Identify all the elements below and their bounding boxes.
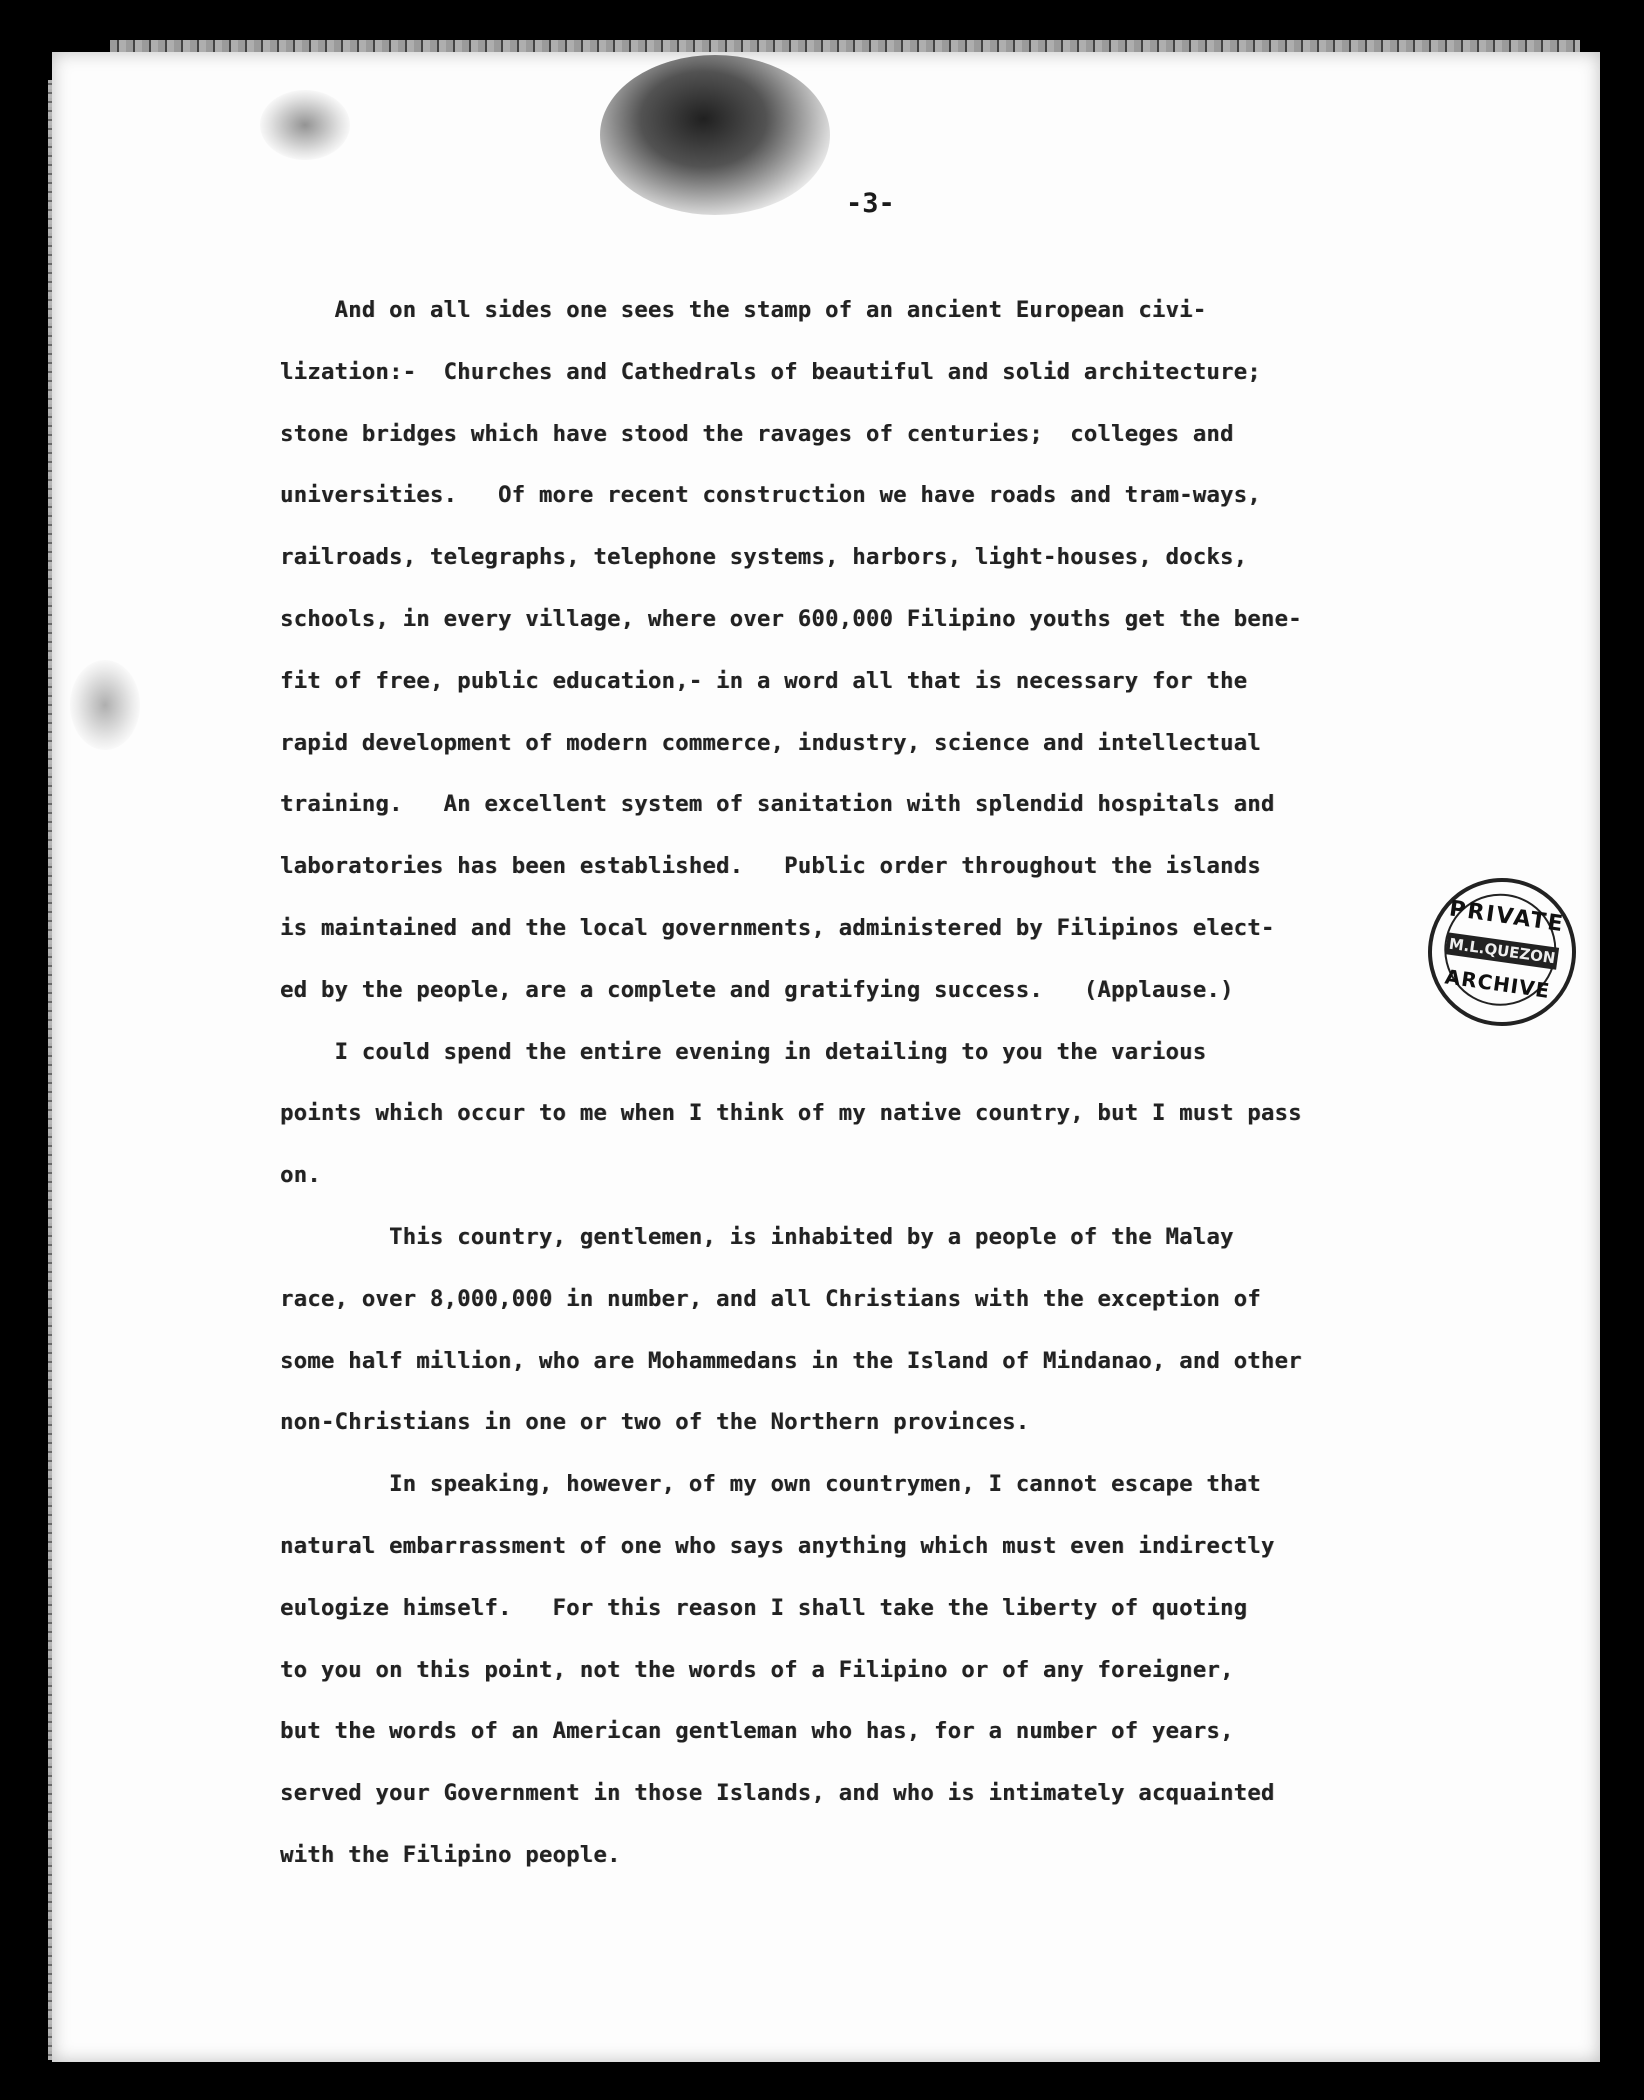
text-line: laboratories has been established. Public order throughout the islands xyxy=(280,853,1261,880)
text-line: natural embarrassment of one who says anything which must even indirectly xyxy=(280,1532,1275,1559)
page-number: -3- xyxy=(846,188,895,219)
stamp-middle-text: M.L.QUEZON xyxy=(1445,932,1559,969)
text-line: I could spend the entire evening in detailing to you the various xyxy=(280,1038,1207,1065)
text-line: railroads, telegraphs, telephone systems, harbors, light-houses, docks, xyxy=(280,544,1248,571)
text-line: rapid development of modern commerce, industry, science and intellectual xyxy=(280,729,1261,756)
text-line: And on all sides one sees the stamp of an ancient European civi- xyxy=(280,297,1207,323)
text-line: This country, gentlemen, is inhabited by a people of the Malay xyxy=(280,1223,1234,1250)
text-line: ed by the people, are a complete and gratifying success. (Applause.) xyxy=(280,976,1234,1003)
text-line: points which occur to me when I think of my native country, but I must pass xyxy=(280,1100,1302,1127)
ink-smudge xyxy=(260,90,350,160)
text-line: race, over 8,000,000 in number, and all Christians with the exception of xyxy=(280,1285,1261,1312)
text-line: training. An excellent system of sanitation with splendid hospitals and xyxy=(280,791,1275,818)
text-line: on. xyxy=(280,1162,321,1189)
typed-body-text xyxy=(280,280,1480,1887)
text-line: some half million, who are Mohammedans in the Island of Mindanao, and other xyxy=(280,1347,1302,1374)
text-line: served your Government in those Islands, and who is intimately acquainted xyxy=(280,1780,1275,1807)
stamp-bottom-text: ARCHIVE xyxy=(1443,964,1552,1003)
ink-smudge-left xyxy=(70,660,140,750)
text-line: schools, in every village, where over 600,000 Filipino youths get the bene- xyxy=(280,605,1302,632)
text-line: but the words of an American gentleman who has, for a number of years, xyxy=(280,1718,1234,1745)
text-line: non-Christians in one or two of the Northern provinces. xyxy=(280,1409,1030,1436)
text-line: In speaking, however, of my own countrymen, I cannot escape that xyxy=(280,1471,1261,1498)
text-line: stone bridges which have stood the ravages of centuries; colleges and xyxy=(280,420,1234,447)
text-line: lization:- Churches and Cathedrals of beautiful and solid architecture; xyxy=(280,358,1261,385)
text-line: fit of free, public education,- in a word all that is necessary for the xyxy=(280,667,1248,694)
stamp-top-text: PRIVATE xyxy=(1447,896,1567,938)
text-line: is maintained and the local governments, administered by Filipinos elect- xyxy=(280,914,1275,941)
text-line: eulogize himself. For this reason I shall take the liberty of quoting xyxy=(280,1594,1248,1621)
ink-blot xyxy=(600,55,830,215)
text-line: universities. Of more recent construction we have roads and tram-ways, xyxy=(280,482,1261,509)
text-line: to you on this point, not the words of a Filipino or of any foreigner, xyxy=(280,1656,1234,1683)
text-line: with the Filipino people. xyxy=(280,1841,621,1868)
